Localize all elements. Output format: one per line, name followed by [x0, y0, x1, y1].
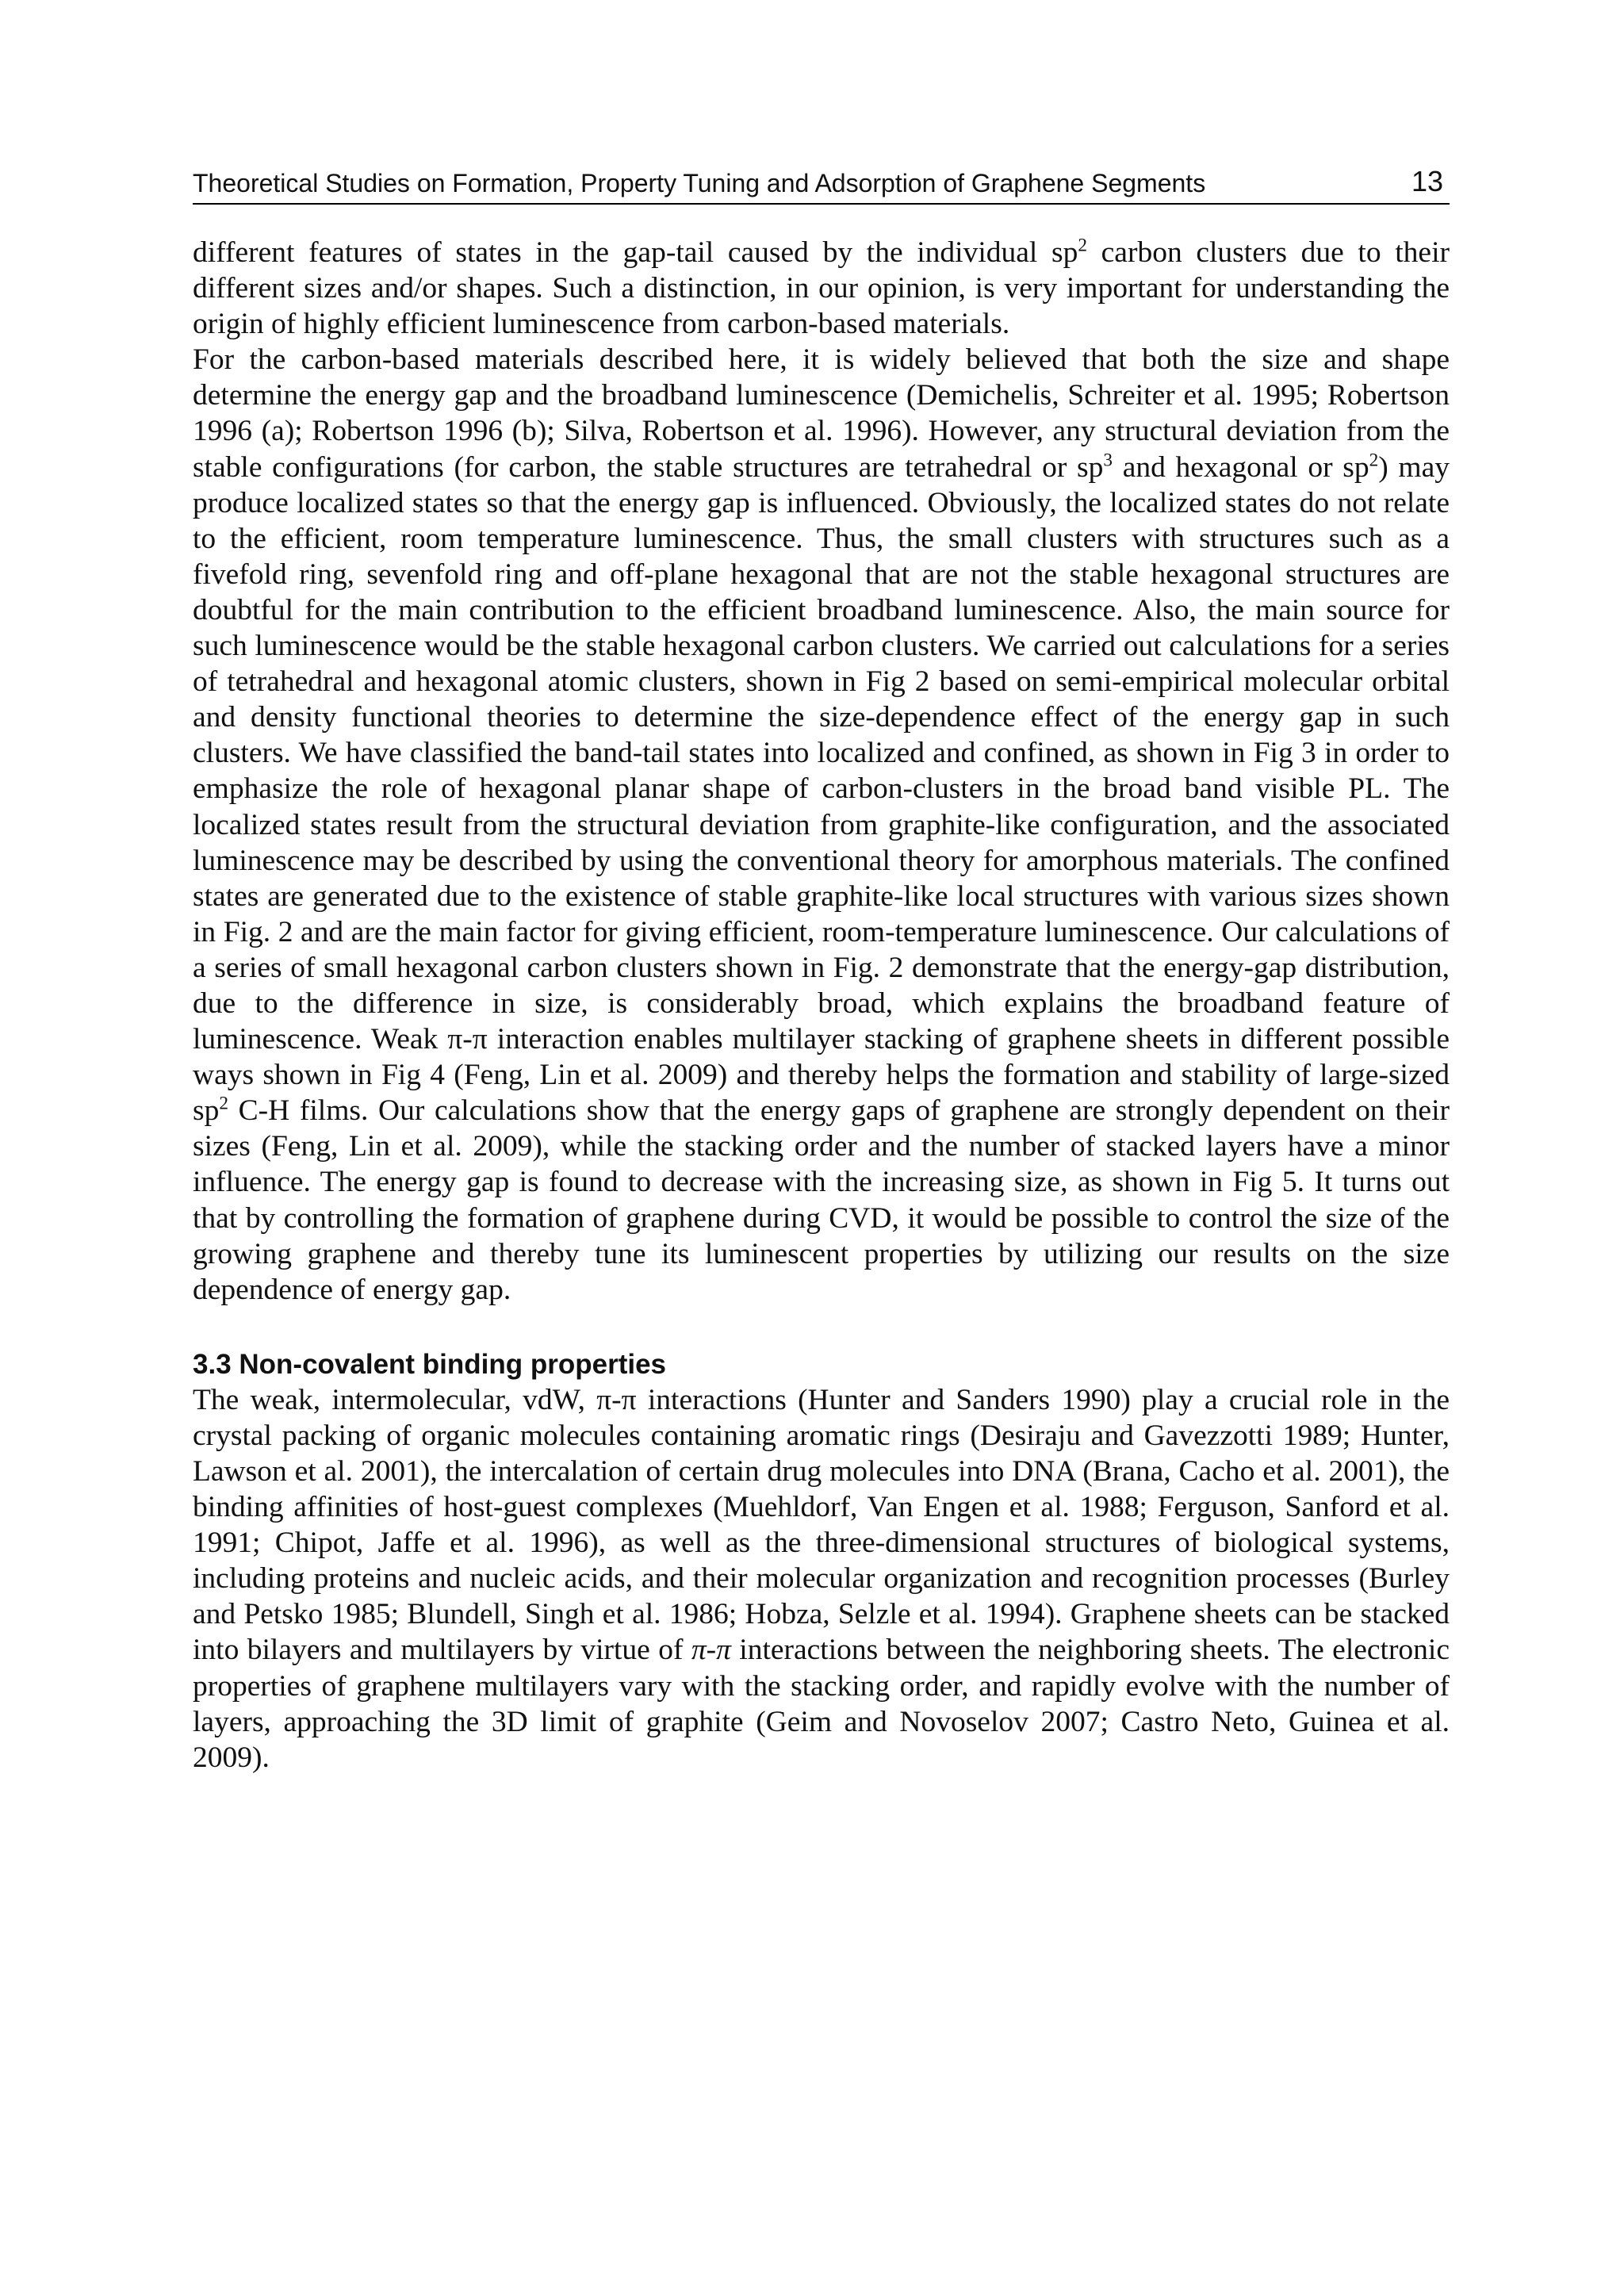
section-heading: 3.3 Non-covalent binding properties [193, 1348, 667, 1380]
italic-run: π-π [691, 1634, 731, 1667]
superscript: 2 [219, 1093, 228, 1114]
page-number: 13 [1411, 165, 1443, 197]
superscript: 3 [1103, 450, 1113, 471]
text-run: and hexagonal or sp [1113, 450, 1369, 484]
text-run: different features of states in the gap-tail caused by the individual sp [193, 236, 1078, 269]
text-run: interactions between the neighboring sheets. The electronic properties of graphene multilayers vary with the stacking order, and rapidly evolve with the number of layers, approaching the 3D limit of graphite (Geim and Novoselov 2007; Castro Neto, Guinea et al. 2009). [193, 1634, 1450, 1774]
text-run: ) may produce localized states so that the energy gap is influenced. Obviously, the localized states do not relate to the efficient, room temperature luminescence. Thus, the small clusters with structures such as a fivefold ring, sevenfold ring and off-plane hexagonal that are not the stable hexagonal structures are doubtful for the main contribution to the efficient broadband luminescence. Also, the main source for such luminescence would be the stable hexagonal carbon clusters. We carried out calculations for a series of tetrahedral and hexagonal atomic clusters, shown in Fig 2 based on semi-empirical molecular orbital and density functional theories to determine the size-dependence effect of the energy gap in such clusters. We have classified the band-tail states into localized and confined, as shown in Fig 3 in order to emphasize the role of hexagonal planar shape of carbon-clusters in the broad band visible PL. The localized states result from the structural deviation from graphite-like configuration, and the associated luminescence may be described by using the conventional theory for amorphous materials. The confined states are generated due to the existence of stable graphite-like local structures with various sizes shown in Fig. 2 and are the main factor for giving efficient, room-temperature luminescence. Our calculations of a series of small hexagonal carbon clusters shown in Fig. 2 demonstrate that the energy-gap distribution, due to the difference in size, is considerably broad, which explains the broadband feature of luminescence. Weak π-π interaction enables multilayer stacking of graphene sheets in different possible ways shown in Fig 4 (Feng, Lin et al. 2009) and thereby helps the formation and stability of large-sized sp [193, 450, 1450, 1128]
text-run: carbon clusters due to their different sizes and/or shapes. Such a distinction, in our opinion, is very important for understanding the origin of highly efficient luminescence from carbon-based materials. [193, 236, 1450, 341]
paragraph-energy-gap [193, 342, 1450, 1308]
text-run: The weak, intermolecular, vdW, π-π interactions (Hunter and Sanders 1990) play a crucial role in the crystal packing of organic molecules containing aromatic rings (Desiraju and Gavezzotti 1989; Hunter, Lawson et al. 2001), the intercalation of certain drug molecules into DNA (Brana, Cacho et al. 2001), the binding affinities of host-guest complexes (Muehldorf, Van Engen et al. 1988; Ferguson, Sanford et al. 1991; Chipot, Jaffe et al. 1996), as well as the three-dimensional structures of biological systems, including proteins and nucleic acids, and their molecular organization and recognition processes (Burley and Petsko 1985; Blundell, Singh et al. 1986; Hobza, Selzle et al. 1994). Graphene sheets can be stacked into bilayers and multilayers by virtue of [193, 1383, 1450, 1667]
superscript: 2 [1369, 450, 1379, 471]
text-run: C-H films. Our calculations show that the energy gaps of graphene are strongly dependent on their sizes (Feng, Lin et al. 2009), while the stacking order and the number of stacked layers have a minor influence. The energy gap is found to decrease with the increasing size, as shown in Fig 5. It turns out that by controlling the formation of graphene during CVD, it would be possible to control the size of the growing graphene and thereby tune its luminescent properties by utilizing our results on the size dependence of energy gap. [193, 1094, 1450, 1306]
running-header [193, 165, 1450, 205]
superscript: 2 [1078, 235, 1087, 256]
paragraph-non-covalent [193, 1382, 1450, 1776]
text-run: For the carbon-based materials described here, it is widely believed that both the size and shape determine the energy gap and the broadband luminescence (Demichelis, Schreiter et al. 1995; Robertson 1996 (a); Robertson 1996 (b); Silva, Robertson et al. 1996). However, any structural deviation from the stable configurations (for carbon, the stable structures are tetrahedral or sp [193, 343, 1450, 484]
running-title: Theoretical Studies on Formation, Property Tuning and Adsorption of Graphene Segments [193, 169, 1206, 197]
body-text [193, 235, 1450, 1776]
paragraph-continuation [193, 235, 1450, 342]
